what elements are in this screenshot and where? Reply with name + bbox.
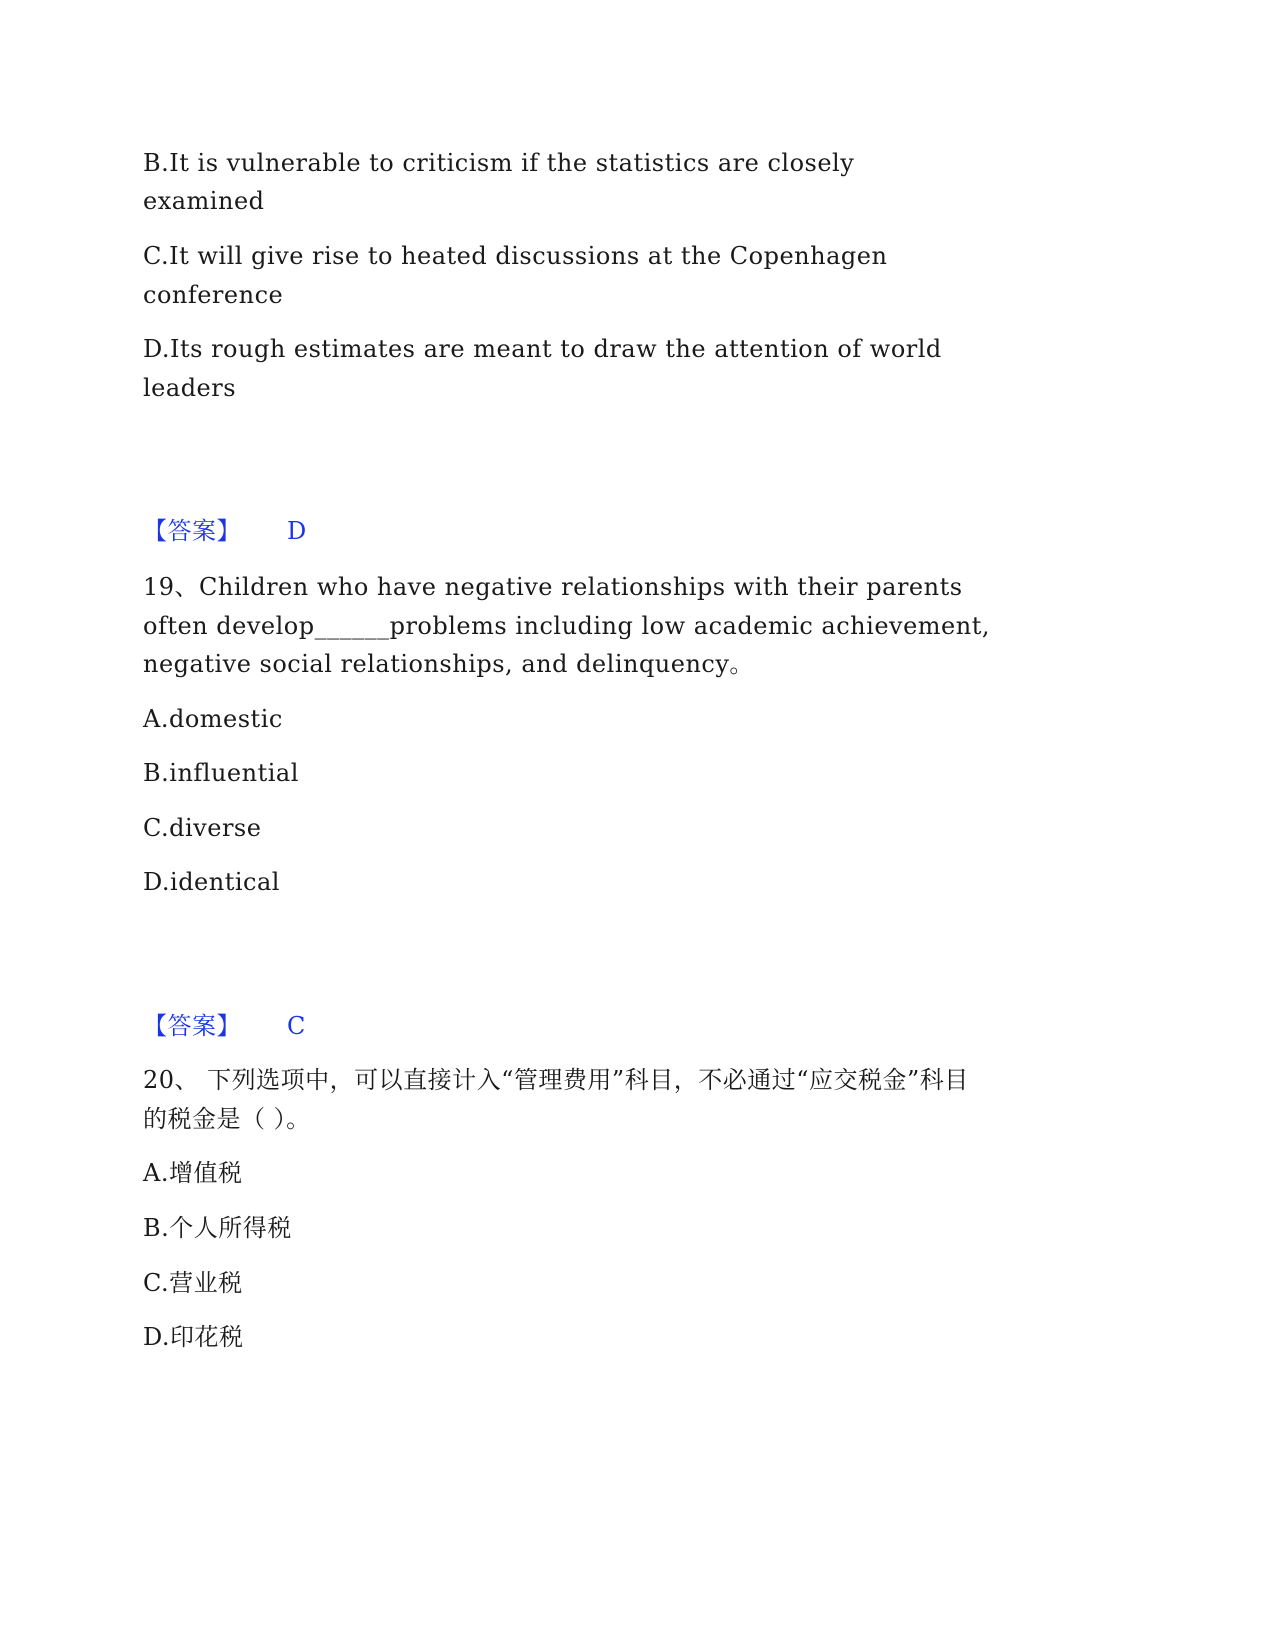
- q20-option-b: B.个人所得税: [143, 1214, 292, 1242]
- q19-option-d: D.identical: [143, 868, 280, 896]
- q19-answer-value: C: [287, 1012, 306, 1040]
- q20-option-a: A.增值税: [143, 1159, 243, 1187]
- q18-option-b-line1: B.It is vulnerable to criticism if the statistics are closely: [143, 149, 855, 177]
- q19-answer-label: 【答案】: [143, 1012, 241, 1040]
- q18-option-d-line2: leaders: [143, 374, 237, 402]
- q18-answer: [143, 511, 1103, 551]
- q18-option-c-line1: C.It will give rise to heated discussions at the Copenhagen: [143, 242, 888, 270]
- q20-option-c: C.营业税: [143, 1269, 243, 1297]
- q19-stem-line1: 19、Children who have negative relationships with their parents: [143, 573, 963, 601]
- q20-option-d: D.印花税: [143, 1323, 244, 1351]
- q19-option-c: C.diverse: [143, 814, 262, 842]
- q18-answer-value: D: [287, 517, 307, 545]
- q20-stem-line1: 20、 下列选项中，可以直接计入“管理费用”科目，不必通过“应交税金”科目: [143, 1066, 969, 1094]
- q20-stem-line2: 的税金是（ ）。: [143, 1105, 311, 1133]
- q18-answer-label: 【答案】: [143, 517, 241, 545]
- q18-option-d-line1: D.Its rough estimates are meant to draw the attention of world: [143, 335, 942, 363]
- q19-stem-line3: negative social relationships, and delinquency。: [143, 650, 754, 678]
- q19-option-b: B.influential: [143, 759, 299, 787]
- q19-stem-line2: often develop______problems including low academic achievement,: [143, 612, 990, 640]
- q19-answer: [143, 1006, 1103, 1046]
- q19-option-a: A.domestic: [143, 705, 283, 733]
- q18-option-c-line2: conference: [143, 281, 284, 309]
- q18-option-b-line2: examined: [143, 187, 265, 215]
